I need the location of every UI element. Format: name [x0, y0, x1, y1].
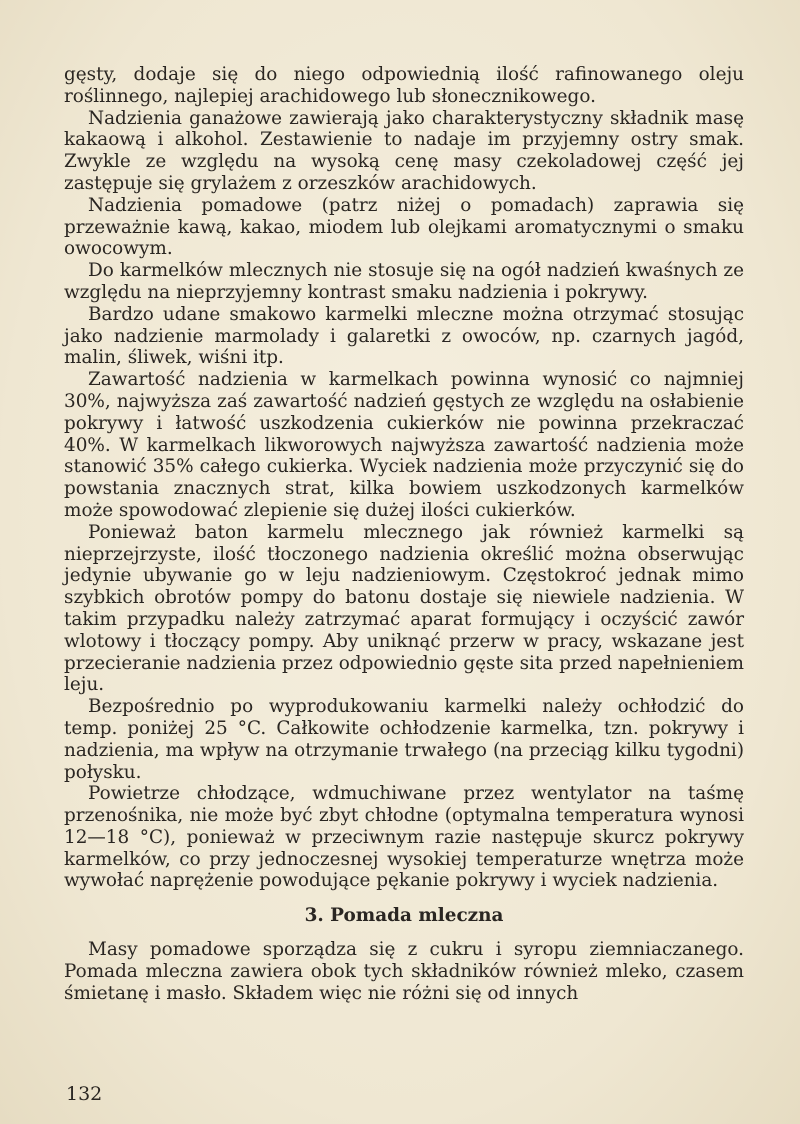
paragraph: Ponieważ baton karmelu mlecznego jak również karmelki są nieprzejrzyste, ilość tłoczonego nadzienia określić można obserwując jedynie ubywanie go w leju nadzieniowym. Częstokroć jednak mimo szybkich obrotów pompy do batonu dostaje się niewiele nadzienia. W takim przypadku należy zatrzymać aparat formujący i oczyścić zawór wlotowy i tłoczący pompy. Aby uniknąć przerw w pracy, wskazane jest przecieranie nadzienia przez odpowiednio gęste sita przed napełnieniem leju.: [64, 521, 744, 696]
paragraph: Masy pomadowe sporządza się z cukru i syropu ziemniaczanego. Pomada mleczna zawiera obok tych składników również mleko, czasem śmietanę i masło. Składem więc nie różni się od innych: [64, 939, 744, 1004]
body-text: [64, 64, 744, 1004]
paragraph: Do karmelków mlecznych nie stosuje się na ogół nadzień kwaśnych ze względu na nieprzyjemny kontrast smaku nadzienia i pokrywy.: [64, 260, 744, 303]
paragraph: Powietrze chłodzące, wdmuchiwane przez wentylator na taśmę przenośnika, nie może być zbyt chłodne (optymalna temperatura wynosi 12—18 °C), ponieważ w przeciwnym razie następuje skurcz pokrywy karmelków, co przy jednoczesnej wysokiej temperaturze wnętrza może wywołać naprężenie powodujące pękanie pokrywy i wyciek nadzienia.: [64, 783, 744, 892]
section-heading: 3. Pomada mleczna: [304, 905, 504, 927]
paragraph: Nadzienia ganażowe zawierają jako charakterystyczny składnik masę kakaową i alkohol. Zestawienie to nadaje im przyjemny ostry smak. Zwykle ze względu na wysoką cenę masy czekoladowej część jej zastępuje się grylażem z orzeszków arachidowych.: [64, 107, 744, 194]
paragraph: Bezpośrednio po wyprodukowaniu karmelki należy ochłodzić do temp. poniżej 25 °C. Całkowite ochłodzenie karmelka, tzn. pokrywy i nadzienia, ma wpływ na otrzymanie trwałego (na przeciąg kilku tygodni) połysku.: [64, 696, 744, 783]
paragraph: Nadzienia pomadowe (patrz niżej o pomadach) zaprawia się przeważnie kawą, kakao, miodem lub olejkami aromatycznymi o smaku owocowym.: [64, 194, 744, 260]
page-number: 132: [66, 1083, 103, 1105]
paragraph: Bardzo udane smakowo karmelki mleczne można otrzymać stosując jako nadzienie marmolady i galaretki z owoców, np. czarnych jagód, malin, śliwek, wiśni itp.: [64, 303, 744, 369]
paragraph: gęsty, dodaje się do niego odpowiednią ilość rafinowanego oleju roślinnego, najlepiej arachidowego lub słonecznikowego.: [64, 64, 744, 107]
paragraph: Zawartość nadzienia w karmelkach powinna wynosić co najmniej 30%, najwyższa zaś zawartość nadzień gęstych ze względu na osłabienie pokrywy i łatwość uszkodzenia cukierków nie powinna przekraczać 40%. W karmelkach likworowych najwyższa zawartość nadzienia może stanowić 35% całego cukierka. Wyciek nadzienia może przyczynić się do powstania znacznych strat, kilka bowiem uszkodzonych karmelków może spowodować zlepienie się dużej ilości cukierków.: [64, 369, 744, 521]
